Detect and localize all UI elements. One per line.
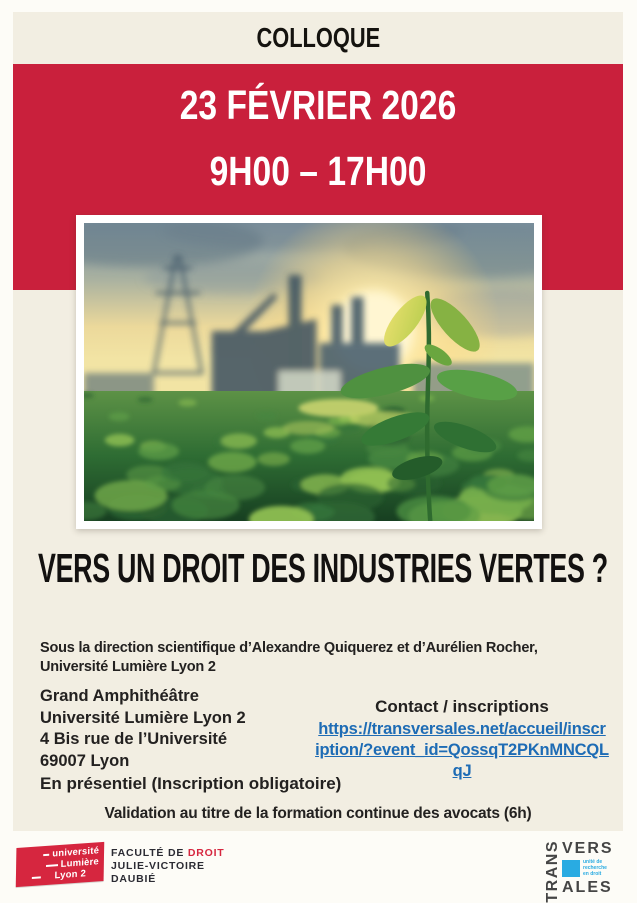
- attendance-note: En présentiel (Inscription obligatoire): [40, 774, 342, 793]
- cle-validation-note: Validation au titre de la formation continue des avocats (6h): [104, 805, 532, 822]
- badge-dash: [43, 853, 49, 855]
- lyon2-badge: [16, 842, 104, 887]
- transversales-bottom-text: ALES: [562, 879, 613, 896]
- badge-line-3: Lyon 2: [54, 868, 87, 882]
- event-photo-frame: [76, 215, 542, 529]
- faculty-wordmark: [111, 845, 225, 886]
- event-title: VERS UN DROIT DES INDUSTRIES VERTES ?: [38, 545, 608, 591]
- badge-dash: [32, 876, 41, 879]
- transversales-top-text: VERS: [562, 840, 614, 857]
- faculty-line-1: FACULTÉ DE DROIT: [111, 847, 225, 859]
- transversales-vertical-text: TRANS: [544, 840, 561, 903]
- transversales-logo: [545, 840, 614, 903]
- faculty-droit: DROIT: [187, 847, 225, 859]
- venue-street: 4 Bis rue de l’Université: [40, 730, 228, 748]
- badge-line-2: Lumière: [60, 856, 100, 870]
- kicker-band: [13, 12, 623, 64]
- kicker-text: COLLOQUE: [256, 22, 380, 53]
- faculty-line-3: DAUBIÉ: [111, 873, 157, 885]
- transversales-tagline: unité de recherche en droit: [583, 859, 607, 877]
- scientific-direction: [40, 639, 538, 677]
- venue-hall: Grand Amphithéâtre: [40, 687, 199, 705]
- venue-address: [40, 686, 246, 772]
- registration-link[interactable]: [298, 719, 626, 782]
- direction-line-1: Sous la direction scientifique d’Alexandre Quiquerez et d’Aurélien Rocher,: [40, 640, 538, 656]
- event-time: 9H00 – 17H00: [209, 148, 427, 194]
- registration-link-line-3[interactable]: qJ: [452, 762, 472, 780]
- lyon2-faculty-logo: [16, 845, 225, 886]
- direction-line-2: Université Lumière Lyon 2: [40, 659, 216, 675]
- registration-link-line-2[interactable]: iption/?event_id=QossqT2PKnMNCQL: [315, 741, 609, 759]
- faculty-line-2: JULIE-VICTOIRE: [111, 860, 205, 872]
- photo-field: [84, 391, 534, 521]
- contact-block: [298, 697, 626, 782]
- badge-line-1: université: [52, 845, 100, 860]
- event-photo: [84, 223, 534, 521]
- event-date: 23 FÉVRIER 2026: [179, 82, 457, 128]
- venue-city: 69007 Lyon: [40, 751, 130, 770]
- contact-label: Contact / inscriptions: [375, 697, 549, 716]
- venue-university: Université Lumière Lyon 2: [40, 708, 246, 727]
- transversales-blue-square: [562, 860, 580, 877]
- registration-link-line-1[interactable]: https://transversales.net/accueil/inscr: [318, 720, 606, 738]
- badge-dash: [46, 864, 58, 867]
